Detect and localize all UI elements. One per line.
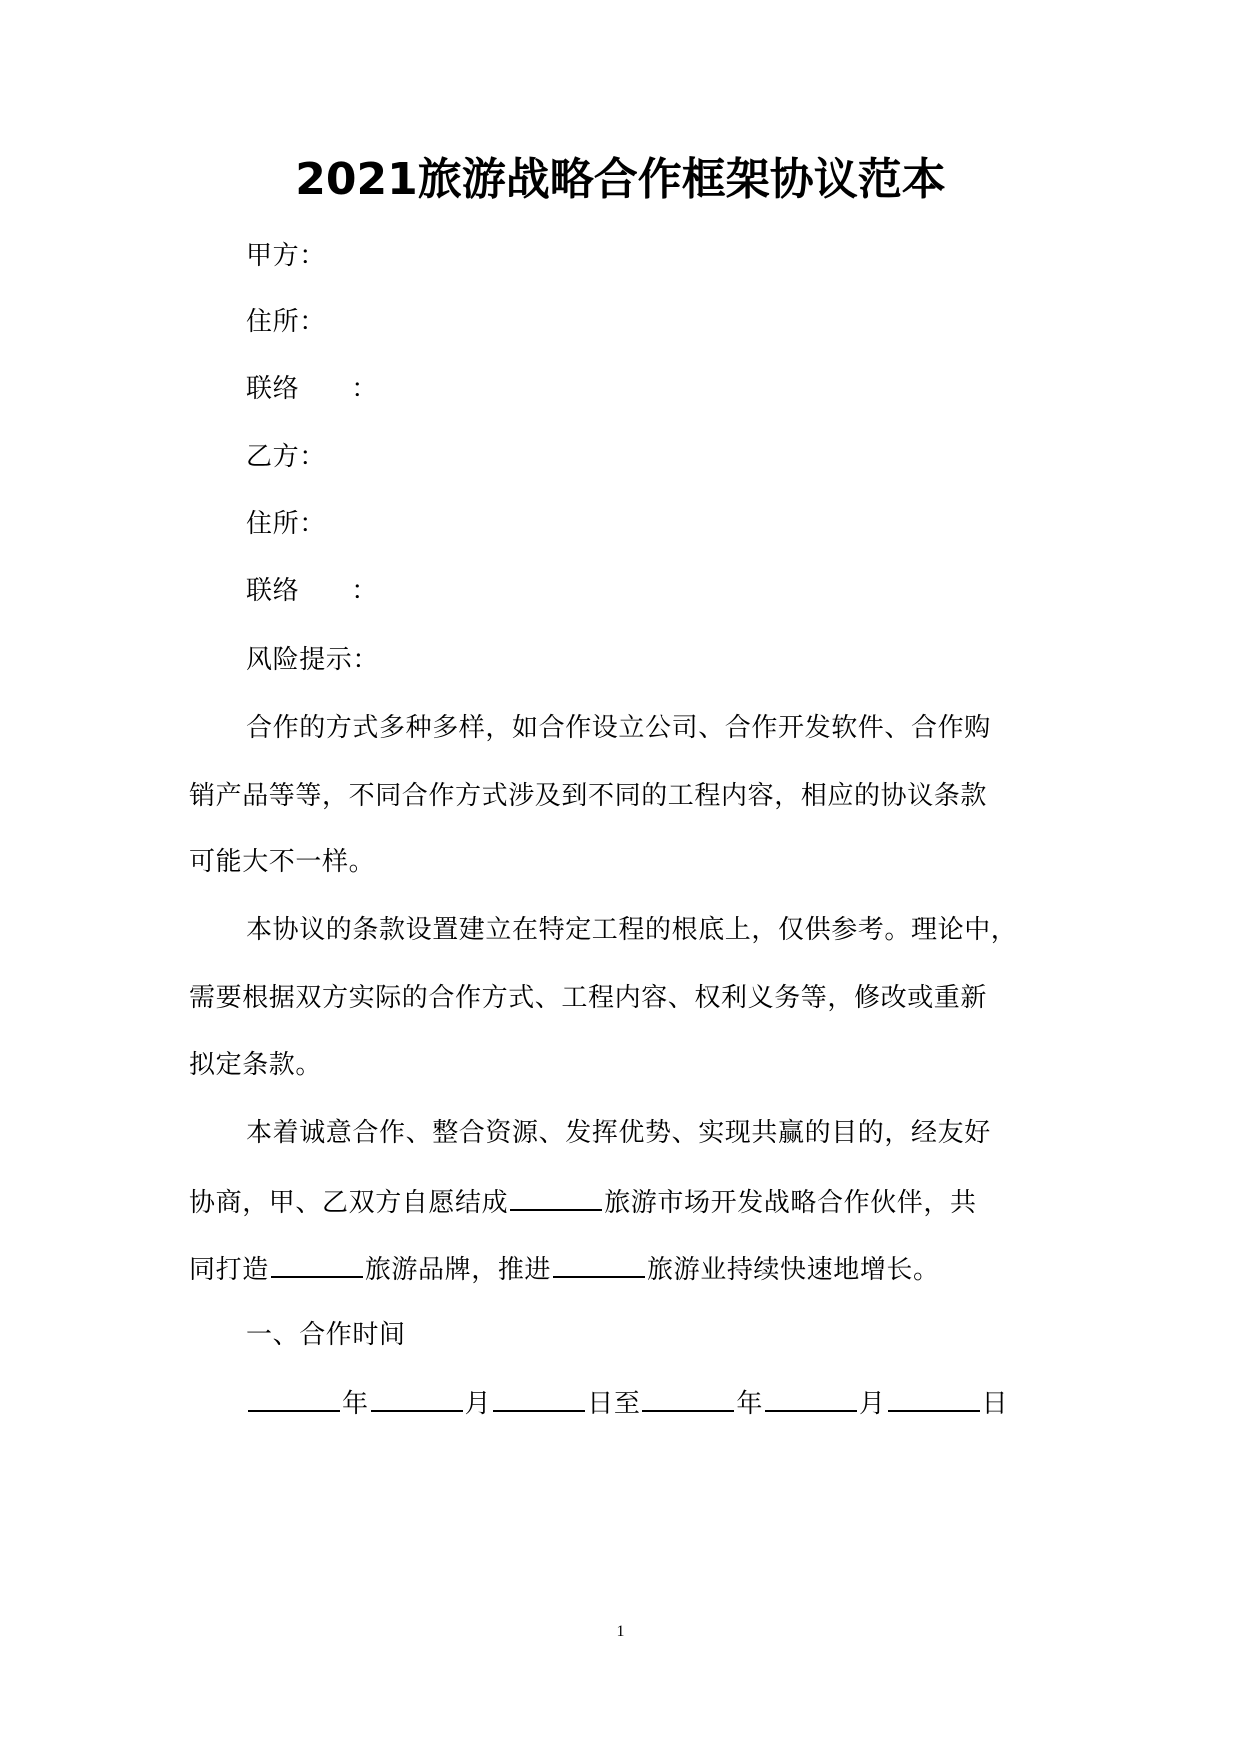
date-month1: 月 (464, 1389, 492, 1419)
intro-line2 (189, 1181, 1049, 1223)
date-day1: 日至 (587, 1389, 641, 1419)
intro-line3 (189, 1248, 1049, 1290)
party-a-contact-label: 联络 (246, 374, 300, 404)
party-a-address-label: 住所： (246, 307, 326, 337)
blank-line-industry (553, 1248, 645, 1278)
blank-line-market (510, 1181, 602, 1211)
blank-line-brand (271, 1248, 363, 1278)
risk-para2-line2: 需要根据双方实际的合作方式、工程内容、权利义务等，修改或重新 (189, 983, 988, 1013)
intro-line3-text-b: 旅游品牌，推进 (364, 1255, 552, 1285)
blank-end-day (888, 1382, 980, 1412)
intro-line3-text-a: 同打造 (189, 1255, 269, 1285)
party-b-contact-colon: ： (351, 576, 378, 606)
party-a-contact-colon: ： (351, 374, 378, 404)
blank-start-year (248, 1382, 340, 1412)
risk-para2-line1: 本协议的条款设置建立在特定工程的根底上，仅供参考。理论中， (246, 915, 1018, 945)
intro-line1: 本着诚意合作、整合资源、发挥优势、实现共赢的目的，经友好 (246, 1118, 991, 1148)
party-b-contact-label: 联络 (246, 576, 300, 606)
party-b-contact-line (246, 571, 1106, 611)
party-a-label: 甲方： (246, 241, 326, 271)
date-range-line (246, 1382, 1106, 1424)
date-year1: 年 (342, 1389, 369, 1419)
risk-para1-line1: 合作的方式多种多样，如合作设立公司、合作开发软件、合作购 (246, 713, 991, 743)
section1-heading: 一、合作时间 (246, 1320, 406, 1350)
date-day2: 日 (981, 1389, 1009, 1419)
date-month2: 月 (859, 1389, 886, 1419)
party-b-address-label: 住所： (246, 509, 326, 539)
blank-start-day (493, 1382, 585, 1412)
blank-end-month (765, 1382, 857, 1412)
risk-para2-line3: 拟定条款。 (189, 1050, 323, 1080)
page-number: 1 (616, 1623, 625, 1640)
party-b-label: 乙方： (246, 442, 326, 472)
blank-start-month (371, 1382, 463, 1412)
blank-end-year (642, 1382, 734, 1412)
intro-line2-text-b: 旅游市场开发战略合作伙伴，共 (604, 1188, 977, 1218)
date-year2: 年 (736, 1389, 764, 1419)
intro-line2-text-a: 协商，甲、乙双方自愿结成 (189, 1188, 509, 1218)
party-a-contact-line (246, 369, 1106, 409)
risk-para1-line3: 可能大不一样。 (189, 847, 376, 877)
risk-para1-line2: 销产品等等，不同合作方式涉及到不同的工程内容，相应的协议条款 (189, 781, 988, 811)
document-title: 2021旅游战略合作框架协议范本 (295, 154, 946, 205)
intro-line3-text-c: 旅游业持续快速地增长。 (647, 1255, 940, 1285)
risk-heading: 风险提示： (246, 645, 380, 675)
